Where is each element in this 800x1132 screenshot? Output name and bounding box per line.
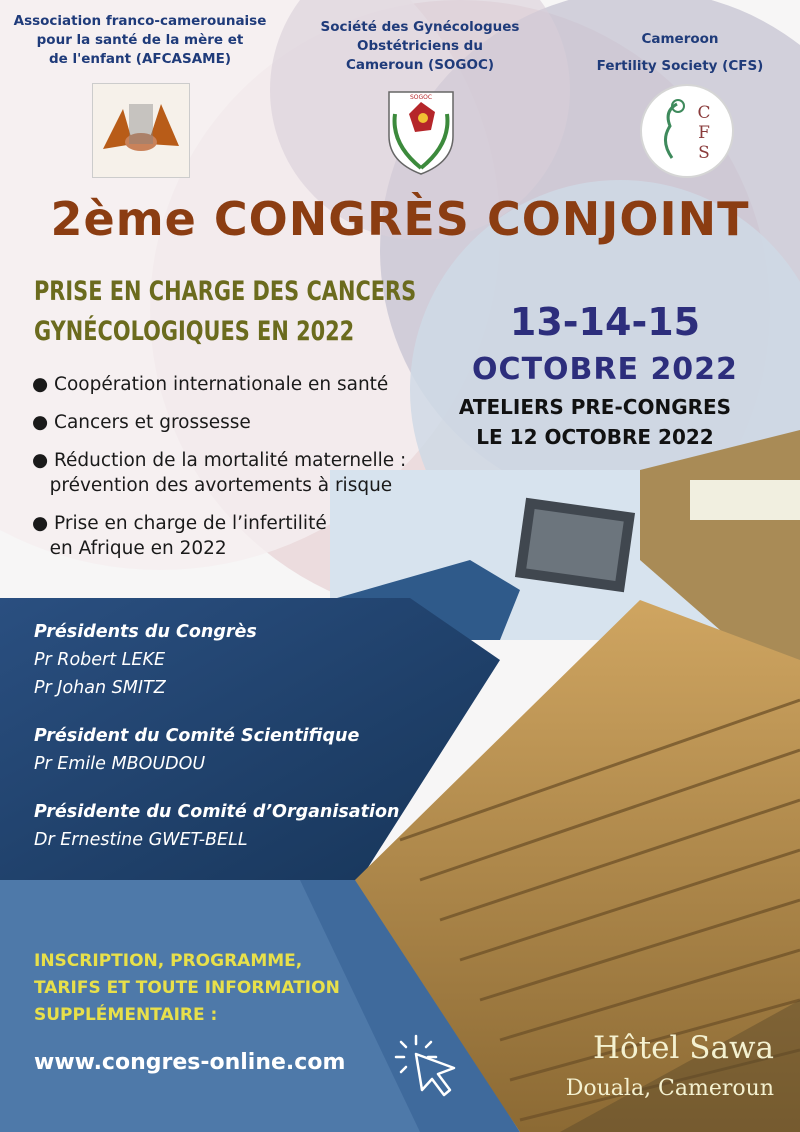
committee-role: Présidents du Congrès bbox=[34, 622, 257, 642]
workshops-line-2: LE 12 OCTOBRE 2022 bbox=[476, 425, 714, 449]
venue-city: Douala, Cameroun bbox=[565, 1076, 774, 1101]
committee-role: Présidente du Comité d’Organisation bbox=[34, 802, 400, 822]
sogoc-logo bbox=[381, 84, 461, 176]
workshops-line-1: ATELIERS PRE-CONGRES bbox=[458, 395, 732, 419]
venue-name: Hôtel Sawa bbox=[592, 1030, 774, 1066]
committee-member: Pr Robert LEKE bbox=[34, 650, 166, 670]
committee-member: Dr Ernestine GWET-BELL bbox=[34, 830, 248, 850]
topic-item: ● Prise en charge de l’infertilité en Afrique en 2022 bbox=[32, 513, 327, 559]
svg-text:S: S bbox=[698, 143, 710, 163]
topics-list bbox=[32, 372, 406, 574]
committee-role: Président du Comité Scientifique bbox=[34, 726, 360, 746]
committee-member: Pr Johan SMITZ bbox=[34, 678, 166, 698]
svg-text:C: C bbox=[697, 103, 711, 123]
svg-text:SOGOC: SOGOC bbox=[409, 94, 433, 101]
congress-dates: 13-14-15 bbox=[509, 300, 701, 344]
afcasame-logo bbox=[92, 83, 190, 178]
org-sogoc-name: Société des Gynécologues Obstétriciens du Cameroun (SOGOC) bbox=[320, 19, 520, 73]
cursor-click-icon bbox=[392, 1030, 464, 1102]
topic-item: ● Coopération internationale en santé bbox=[32, 374, 389, 395]
svg-text:F: F bbox=[698, 123, 710, 143]
committee-member: Pr Emile MBOUDOU bbox=[34, 754, 206, 774]
shield-laurel-logo-icon bbox=[381, 84, 461, 176]
congress-month-year: OCTOBRE 2022 bbox=[472, 352, 738, 387]
topic-item: ● Réduction de la mortalité maternelle : prévention des avortements à risque bbox=[32, 450, 407, 496]
handshake-logo-icon bbox=[93, 84, 189, 177]
committee-scientific bbox=[34, 722, 359, 778]
website-link[interactable]: www.congres-online.com bbox=[34, 1050, 346, 1075]
topic-item: ● Cancers et grossesse bbox=[32, 412, 251, 433]
org-afcasame-name: Association franco-camerounaise pour la santé de la mère et de l'enfant (AFCASAME) bbox=[13, 13, 267, 67]
cfs-logo bbox=[640, 84, 734, 178]
congress-subtitle: PRISE EN CHARGE DES CANCERS GYNÉCOLOGIQUES EN 2022 bbox=[34, 276, 417, 347]
pregnant-silhouette-logo-icon bbox=[642, 86, 732, 176]
committee-organisation bbox=[34, 798, 399, 854]
committee-presidents bbox=[34, 618, 257, 702]
registration-info: INSCRIPTION, PROGRAMME, TARIFS ET TOUTE INFORMATION SUPPLÉMENTAIRE : bbox=[34, 951, 340, 1025]
org-cfs-name: Cameroon Fertility Society (CFS) bbox=[596, 31, 764, 74]
congress-title: 2ème CONGRÈS CONJOINT bbox=[50, 192, 750, 246]
